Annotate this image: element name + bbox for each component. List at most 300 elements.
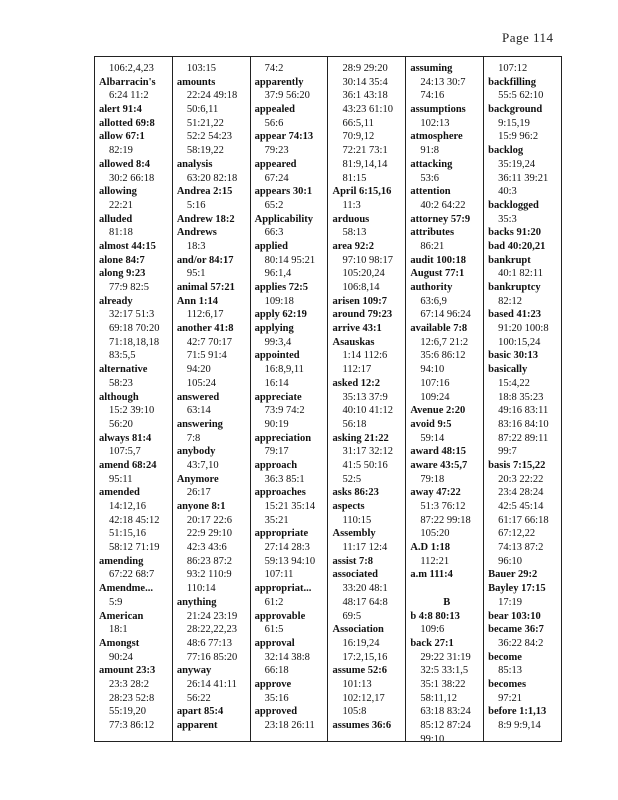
- index-reference: 87:22 99:18: [420, 514, 471, 526]
- index-reference: 27:14 28:3: [264, 542, 310, 554]
- index-reference: 31:17 32:12: [342, 446, 393, 458]
- index-headword: attributes: [410, 227, 455, 239]
- index-headword: appreciation: [254, 432, 312, 444]
- index-reference: 1:14 112:6: [342, 350, 388, 362]
- index-reference: 56:18: [342, 418, 367, 430]
- index-headword: assist 7:8: [332, 555, 374, 567]
- index-reference: 42:3 43:6: [186, 542, 227, 554]
- index-headword: associated: [332, 569, 378, 581]
- index-reference: 15:9 96:2: [498, 131, 539, 143]
- index-reference: 63:18 83:24: [420, 706, 471, 718]
- index-reference: 12:6,7 21:2: [420, 336, 469, 348]
- index-reference: 72:21 73:1: [342, 145, 388, 157]
- index-reference: 23:3 28:2: [109, 678, 149, 690]
- index-reference: 95:1: [186, 268, 206, 280]
- blank-line: [410, 582, 483, 596]
- index-headword: backs 91:20: [488, 227, 541, 239]
- index-headword: applied: [254, 240, 288, 252]
- index-headword: apparent: [176, 720, 218, 731]
- index-reference: 74:2: [264, 63, 284, 74]
- index-reference: 17:2,15,16: [342, 651, 388, 663]
- index-reference: 43:23 61:10: [342, 104, 393, 116]
- index-headword: background: [488, 104, 543, 116]
- index-reference: 69:18 70:20: [109, 323, 160, 335]
- index-reference: 35:3: [498, 213, 517, 225]
- index-reference: 30:14 35:4: [342, 76, 388, 88]
- index-reference: 51:21,22: [186, 117, 224, 129]
- index-headword: asking 21:22: [332, 432, 389, 444]
- index-column-3: [251, 57, 329, 741]
- index-headword: approved: [254, 706, 298, 718]
- index-headword: appointed: [254, 350, 300, 362]
- index-headword: asks 86:23: [332, 487, 379, 499]
- index-reference: 61:5: [264, 624, 284, 636]
- index-reference: 18:3: [186, 240, 206, 252]
- index-headword: bankrupt: [488, 254, 531, 266]
- index-reference: 16:8,9,11: [264, 364, 304, 376]
- index-reference: 41:5 50:16: [342, 459, 388, 471]
- index-headword: become: [488, 651, 522, 663]
- index-reference: 85:12 87:24: [420, 720, 471, 731]
- index-reference: 15:2 39:10: [109, 405, 155, 417]
- index-headword: although: [99, 391, 139, 403]
- index-headword: assuming: [410, 63, 453, 74]
- index-reference: 23:18 26:11: [264, 720, 315, 731]
- index-reference: 33:20 48:1: [342, 583, 388, 595]
- index-table: [94, 56, 562, 742]
- index-headword: August 77:1: [410, 268, 465, 280]
- index-column-6: [484, 57, 561, 741]
- index-reference: 99:7: [498, 446, 517, 458]
- index-headword: analysis: [176, 158, 213, 170]
- index-reference: 32:5 33:1,5: [420, 665, 469, 677]
- index-reference: 112:6,17: [186, 309, 224, 321]
- index-headword: answered: [176, 391, 220, 403]
- index-headword: based 41:23: [488, 309, 541, 321]
- index-headword: anyone 8:1: [176, 501, 226, 512]
- index-headword: Applicability: [254, 213, 314, 225]
- index-reference: 40:10 41:12: [342, 405, 393, 417]
- index-reference: 103:15: [186, 63, 216, 74]
- index-reference: 71:18,18,18: [109, 336, 160, 348]
- index-headword: amounts: [176, 76, 216, 88]
- index-column-4: [328, 57, 406, 741]
- index-reference: 28:22,22,23: [186, 624, 237, 636]
- index-headword: atmosphere: [410, 131, 463, 143]
- index-reference: 16:14: [264, 377, 289, 389]
- index-headword: approvable: [254, 610, 306, 622]
- index-reference: 100:15,24: [498, 336, 541, 348]
- index-headword: away 47:22: [410, 487, 461, 499]
- index-headword: amending: [99, 555, 144, 567]
- index-reference: 52:2 54:23: [186, 131, 233, 143]
- index-reference: 105:24: [186, 377, 216, 389]
- index-reference: 107:16: [420, 377, 450, 389]
- index-reference: 36:22 84:2: [498, 637, 544, 649]
- index-headword: alone 84:7: [99, 254, 145, 266]
- index-reference: 22:9 29:10: [186, 528, 233, 540]
- index-reference: 102:12,17: [342, 692, 385, 704]
- section-letter: B: [443, 596, 451, 608]
- index-reference: 18:1: [109, 624, 128, 636]
- index-headword: approval: [254, 637, 295, 649]
- index-reference: 74:16: [420, 90, 445, 102]
- index-reference: 97:21: [498, 692, 523, 704]
- index-reference: 40:2 64:22: [420, 199, 466, 211]
- index-reference: 99:10: [420, 733, 445, 741]
- index-reference: 16:19,24: [342, 637, 380, 649]
- index-reference: 112:21: [420, 555, 450, 567]
- index-reference: 79:23: [264, 145, 289, 157]
- index-reference: 80:14 95:21: [264, 254, 316, 266]
- index-reference: 43:7,10: [186, 459, 219, 471]
- index-headword: apparently: [254, 76, 304, 88]
- index-headword: alert 91:4: [99, 104, 142, 116]
- index-reference: 90:19: [264, 418, 289, 430]
- index-reference: 15:4,22: [498, 377, 530, 389]
- index-headword: b 4:8 80:13: [410, 610, 460, 622]
- index-reference: 91:20 100:8: [498, 323, 549, 335]
- index-reference: 105:20,24: [342, 268, 385, 280]
- index-reference: 107:11: [264, 569, 294, 581]
- index-headword: amend 68:24: [99, 459, 157, 471]
- index-headword: approaches: [254, 487, 306, 499]
- index-reference: 110:15: [342, 514, 372, 526]
- index-reference: 93:2 110:9: [186, 569, 232, 581]
- index-headword: attacking: [410, 158, 453, 170]
- index-headword: available 7:8: [410, 323, 468, 335]
- index-headword: Amendme...: [99, 583, 153, 595]
- index-reference: 24:13 30:7: [420, 76, 466, 88]
- index-reference: 51:3 76:12: [420, 501, 466, 512]
- index-headword: basis 7:15,22: [488, 459, 546, 471]
- index-headword: appealed: [254, 104, 295, 116]
- index-reference: 29:22 31:19: [420, 651, 471, 663]
- index-reference: 55:19,20: [109, 706, 147, 718]
- index-reference: 105:8: [342, 706, 367, 718]
- index-reference: 35:1 38:22: [420, 678, 466, 690]
- index-reference: 99:3,4: [264, 336, 292, 348]
- index-reference: 18:8 35:23: [498, 391, 544, 403]
- index-reference: 74:13 87:2: [498, 542, 544, 554]
- index-headword: Albarracin's: [99, 76, 156, 88]
- index-headword: backlogged: [488, 199, 539, 211]
- index-reference: 81:15: [342, 172, 367, 184]
- index-headword: April 6:15,16: [332, 186, 392, 198]
- index-reference: 66:18: [264, 665, 289, 677]
- index-headword: Association: [332, 624, 384, 636]
- index-headword: assume 52:6: [332, 665, 388, 677]
- index-reference: 77:9 82:5: [109, 282, 149, 293]
- index-reference: 67:22 68:7: [109, 569, 155, 581]
- index-headword: Andrew 18:2: [176, 213, 235, 225]
- index-reference: 81:18: [109, 227, 133, 239]
- index-reference: 53:6: [420, 172, 439, 184]
- index-reference: 35:6 86:12: [420, 350, 466, 362]
- index-headword: Anymore: [176, 473, 219, 485]
- index-reference: 107:5,7: [109, 446, 141, 458]
- index-reference: 58:23: [109, 377, 133, 389]
- index-reference: 56:22: [186, 692, 211, 704]
- index-reference: 106:8,14: [342, 282, 380, 293]
- index-reference: 63:6,9: [420, 295, 447, 307]
- index-reference: 6:24 11:2: [109, 90, 149, 102]
- index-headword: bad 40:20,21: [488, 240, 546, 252]
- index-headword: avoid 9:5: [410, 418, 452, 430]
- index-reference: 5:9: [109, 596, 123, 608]
- index-column-2: [173, 57, 251, 741]
- index-reference: 73:9 74:2: [264, 405, 305, 417]
- index-reference: 42:18 45:12: [109, 514, 160, 526]
- index-reference: 79:17: [264, 446, 289, 458]
- index-reference: 35:13 37:9: [342, 391, 388, 403]
- index-reference: 67:14 96:24: [420, 309, 471, 321]
- index-headword: appropriate: [254, 528, 309, 540]
- index-headword: allotted 69:8: [99, 117, 155, 129]
- index-reference: 106:2,4,23: [109, 63, 154, 74]
- index-reference: 50:6,11: [186, 104, 219, 116]
- index-headword: allowing: [99, 186, 137, 198]
- index-reference: 109:6: [420, 624, 445, 636]
- index-reference: 86:21: [420, 240, 445, 252]
- index-headword: around 79:23: [332, 309, 393, 321]
- index-headword: applying: [254, 323, 294, 335]
- index-headword: anybody: [176, 446, 216, 458]
- index-headword: backfilling: [488, 76, 536, 88]
- index-reference: 79:18: [420, 473, 445, 485]
- index-reference: 97:10 98:17: [342, 254, 393, 266]
- index-reference: 32:14 38:8: [264, 651, 310, 663]
- index-reference: 49:16 83:11: [498, 405, 549, 417]
- index-headword: backlog: [488, 145, 524, 157]
- index-reference: 70:9,12: [342, 131, 375, 143]
- index-headword: becomes: [488, 678, 527, 690]
- index-reference: 83:16 84:10: [498, 418, 549, 430]
- index-headword: arisen 109:7: [332, 295, 388, 307]
- index-headword: aware 43:5,7: [410, 459, 468, 471]
- index-reference: 90:24: [109, 651, 133, 663]
- index-headword: authority: [410, 282, 453, 293]
- index-headword: bear 103:10: [488, 610, 541, 622]
- index-headword: assumes 36:6: [332, 720, 392, 731]
- index-headword: applies 72:5: [254, 282, 309, 293]
- index-headword: a.m 111:4: [410, 569, 453, 581]
- index-reference: 23:4 28:24: [498, 487, 544, 499]
- index-reference: 56:6: [264, 117, 284, 129]
- index-reference: 85:13: [498, 665, 523, 677]
- index-reference: 36:1 43:18: [342, 90, 388, 102]
- index-reference: 71:5 91:4: [186, 350, 227, 362]
- index-headword: always 81:4: [99, 432, 152, 444]
- index-headword: allow 67:1: [99, 131, 145, 143]
- index-reference: 65:2: [264, 199, 284, 211]
- index-reference: 48:17 64:8: [342, 596, 388, 608]
- index-reference: 17:19: [498, 596, 523, 608]
- index-headword: along 9:23: [99, 268, 146, 280]
- index-headword: appear 74:13: [254, 131, 314, 143]
- index-reference: 15:21 35:14: [264, 501, 316, 512]
- index-reference: 51:15,16: [109, 528, 147, 540]
- index-reference: 77:16 85:20: [186, 651, 238, 663]
- index-reference: 26:17: [186, 487, 211, 499]
- index-reference: 81:9,14,14: [342, 158, 388, 170]
- index-reference: 94:20: [186, 364, 211, 376]
- index-reference: 5:16: [186, 199, 206, 211]
- index-headword: area 92:2: [332, 240, 374, 252]
- index-reference: 36:11 39:21: [498, 172, 549, 184]
- index-reference: 40:1 82:11: [498, 268, 543, 280]
- index-headword: apart 85:4: [176, 706, 224, 718]
- index-headword: Avenue 2:20: [410, 405, 466, 417]
- index-reference: 94:10: [420, 364, 445, 376]
- index-headword: Assembly: [332, 528, 376, 540]
- index-reference: 66:3: [264, 227, 284, 239]
- index-reference: 52:5: [342, 473, 362, 485]
- index-headword: Andrews: [176, 227, 217, 239]
- index-reference: 61:2: [264, 596, 284, 608]
- index-headword: Andrea 2:15: [176, 186, 233, 198]
- index-headword: anyway: [176, 665, 212, 677]
- index-reference: 56:20: [109, 418, 133, 430]
- index-reference: 30:2 66:18: [109, 172, 155, 184]
- index-headword: anything: [176, 596, 217, 608]
- index-reference: 37:9 56:20: [264, 90, 310, 102]
- index-reference: 63:20 82:18: [186, 172, 238, 184]
- index-reference: 105:20: [420, 528, 450, 540]
- page-number-label: Page 114: [502, 30, 554, 45]
- index-reference: 8:9 9:9,14: [498, 720, 541, 731]
- index-reference: 63:14: [186, 405, 211, 417]
- index-headword: became 36:7: [488, 624, 544, 636]
- index-reference: 40:3: [498, 186, 517, 198]
- index-reference: 26:14 41:11: [186, 678, 237, 690]
- index-reference: 55:5 62:10: [498, 90, 544, 102]
- index-headword: appeared: [254, 158, 297, 170]
- index-reference: 109:18: [264, 295, 294, 307]
- index-reference: 28:23 52:8: [109, 692, 155, 704]
- index-reference: 14:12,16: [109, 501, 147, 512]
- index-headword: attention: [410, 186, 451, 198]
- index-column-1: [95, 57, 173, 741]
- index-reference: 36:3 85:1: [264, 473, 305, 485]
- index-headword: amount 23:3: [99, 665, 156, 677]
- index-headword: animal 57:21: [176, 282, 235, 293]
- index-headword: A.D 1:18: [410, 542, 450, 554]
- index-reference: 96:1,4: [264, 268, 292, 280]
- index-headword: and/or 84:17: [176, 254, 234, 266]
- index-reference: 59:13 94:10: [264, 555, 316, 567]
- index-headword: Asauskas: [332, 336, 375, 348]
- index-reference: 83:5,5: [109, 350, 136, 362]
- index-headword: apply 62:19: [254, 309, 307, 321]
- index-reference: 107:12: [498, 63, 528, 74]
- index-headword: allowed 8:4: [99, 158, 151, 170]
- index-reference: 22:24 49:18: [186, 90, 238, 102]
- index-headword: almost 44:15: [99, 240, 156, 252]
- index-headword: appreciate: [254, 391, 302, 403]
- index-headword: appears 30:1: [254, 186, 313, 198]
- index-reference: 35:19,24: [498, 158, 536, 170]
- index-headword: alluded: [99, 213, 133, 225]
- index-headword: arduous: [332, 213, 370, 225]
- index-reference: 9:15,19: [498, 117, 530, 129]
- index-reference: 58:13: [342, 227, 367, 239]
- index-reference: 21:24 23:19: [186, 610, 238, 622]
- index-headword: American: [99, 610, 144, 622]
- index-headword: back 27:1: [410, 637, 454, 649]
- index-reference: 42:7 70:17: [186, 336, 233, 348]
- index-reference: 69:5: [342, 610, 362, 622]
- index-reference: 109:24: [420, 391, 450, 403]
- index-headword: aspects: [332, 501, 365, 512]
- index-headword: Ann 1:14: [176, 295, 218, 307]
- index-headword: approve: [254, 678, 292, 690]
- index-headword: arrive 43:1: [332, 323, 382, 335]
- index-reference: 77:3 86:12: [109, 720, 155, 731]
- index-headword: Amongst: [99, 637, 140, 649]
- index-reference: 61:17 66:18: [498, 514, 549, 526]
- index-headword: appropriat...: [254, 583, 312, 595]
- index-reference: 35:21: [264, 514, 289, 526]
- index-reference: 22:21: [109, 199, 133, 211]
- index-headword: bankruptcy: [488, 282, 541, 293]
- index-headword: approach: [254, 459, 298, 471]
- index-headword: before 1:1,13: [488, 706, 547, 718]
- index-headword: alternative: [99, 364, 148, 376]
- index-headword: award 48:15: [410, 446, 467, 458]
- index-reference: 96:10: [498, 555, 523, 567]
- index-reference: 20:3 22:22: [498, 473, 544, 485]
- index-reference: 82:12: [498, 295, 523, 307]
- index-reference: 112:17: [342, 364, 372, 376]
- index-reference: 20:17 22:6: [186, 514, 233, 526]
- index-headword: already: [99, 295, 133, 307]
- index-reference: 48:6 77:13: [186, 637, 233, 649]
- index-reference: 91:8: [420, 145, 439, 157]
- index-reference: 35:16: [264, 692, 289, 704]
- index-headword: amended: [99, 487, 140, 499]
- index-column-5: [406, 57, 484, 741]
- index-reference: 110:14: [186, 583, 216, 595]
- index-reference: 66:5,11: [342, 117, 374, 129]
- index-reference: 87:22 89:11: [498, 432, 549, 444]
- index-headword: basic 30:13: [488, 350, 539, 362]
- index-reference: 86:23 87:2: [186, 555, 233, 567]
- index-reference: 42:5 45:14: [498, 501, 544, 512]
- index-headword: attorney 57:9: [410, 213, 471, 225]
- index-reference: 67:24: [264, 172, 289, 184]
- index-reference: 58:11,12: [420, 692, 457, 704]
- index-headword: basically: [488, 364, 528, 376]
- index-reference: 28:9 29:20: [342, 63, 388, 74]
- index-reference: 58:12 71:19: [109, 542, 160, 554]
- index-reference: 7:8: [186, 432, 201, 444]
- index-headword: another 41:8: [176, 323, 234, 335]
- index-reference: 67:12,22: [498, 528, 536, 540]
- index-headword: audit 100:18: [410, 254, 467, 266]
- index-headword: answering: [176, 418, 223, 430]
- index-reference: 11:17 12:4: [342, 542, 388, 554]
- index-reference: 82:19: [109, 145, 133, 157]
- index-headword: asked 12:2: [332, 377, 381, 389]
- index-reference: 102:13: [420, 117, 450, 129]
- index-reference: 58:19,22: [186, 145, 224, 157]
- index-headword: Bauer 29:2: [488, 569, 538, 581]
- index-reference: 59:14: [420, 432, 445, 444]
- index-reference: 11:3: [342, 199, 361, 211]
- index-reference: 101:13: [342, 678, 372, 690]
- index-reference: 95:11: [109, 473, 133, 485]
